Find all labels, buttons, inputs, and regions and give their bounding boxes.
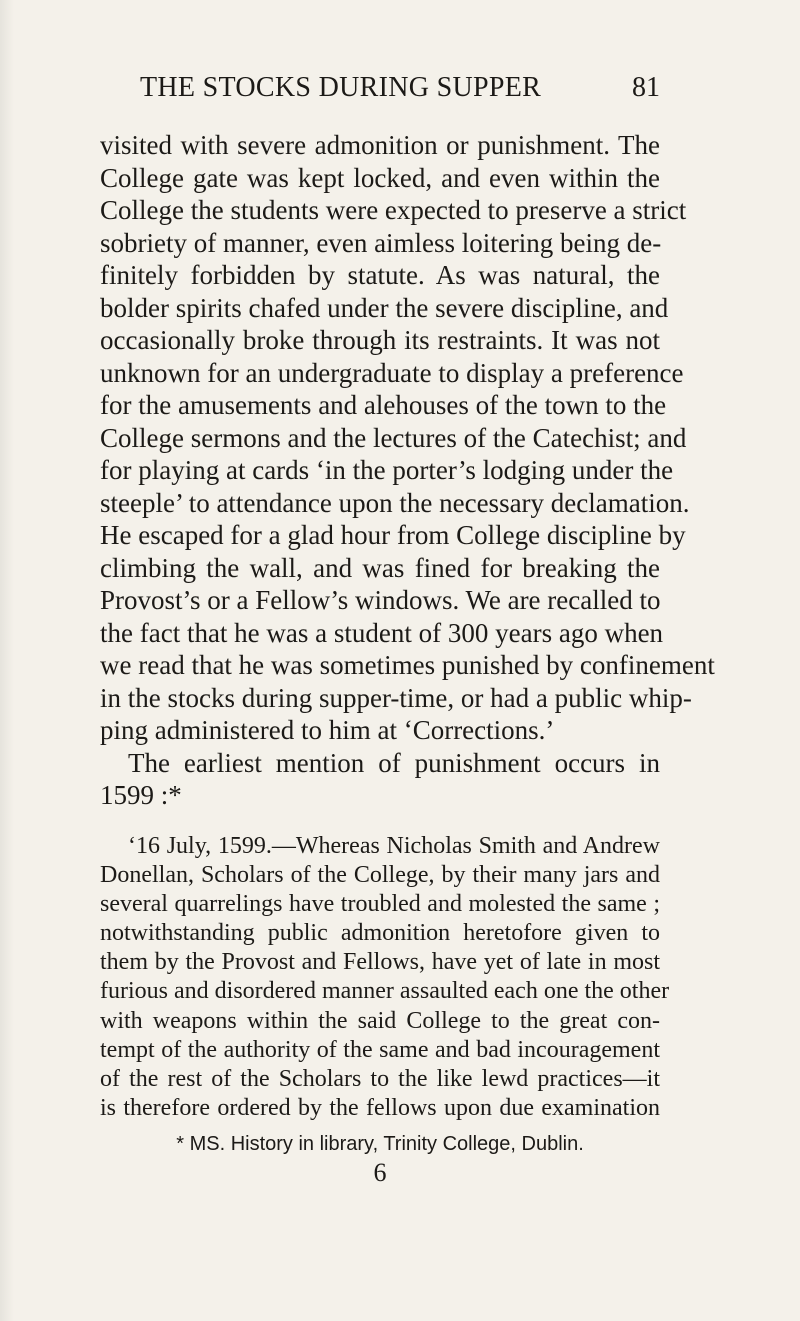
page-content [100, 129, 715, 1188]
extract-line: of the rest of the Scholars to the like lewd practices—it [100, 1066, 660, 1092]
extract-line: several quarrelings have troubled and molested the same ; [100, 890, 660, 917]
text-line: bolder spirits chafed under the severe discipline, and [100, 292, 669, 323]
running-title: THE STOCKS DURING SUPPER [140, 72, 542, 103]
main-text [100, 129, 715, 812]
page-gutter-shadow [0, 0, 14, 1321]
text-line: He escaped for a glad hour from College discipline by [100, 520, 686, 550]
text-line: in the stocks during supper-time, or had a public whip- [100, 682, 692, 713]
paragraph-discipline [100, 129, 715, 747]
extract-line: furious and disordered manner assaulted each one the other [100, 978, 670, 1005]
paragraph-earliest-mention [100, 747, 660, 812]
text-line: occasionally broke through its restraints. It was not [100, 325, 660, 355]
text-line: finitely forbidden by statute. As was natural, the [100, 260, 660, 290]
text-line: sobriety of manner, even aimless loitering being de- [100, 227, 662, 258]
extract-paragraph [100, 832, 670, 1124]
extract-line: ‘16 July, 1599.—Whereas Nicholas Smith and Andrew [128, 832, 660, 859]
extract-line: notwithstanding public admonition heretofore given to [100, 920, 660, 947]
footnote: * MS. History in library, Trinity College, Dublin. [176, 1133, 584, 1156]
text-line: we read that he was sometimes punished by confinement [100, 650, 715, 680]
extract-line: tempt of the authority of the same and bad incouragement [100, 1036, 660, 1063]
extract-line: them by the Provost and Fellows, have yet of late in most [100, 949, 660, 976]
text-line: for the amusements and alehouses of the town to the [100, 390, 667, 420]
extract-line: with weapons within the said College to the great con- [100, 1007, 660, 1034]
text-line: College the students were expected to preserve a strict [100, 195, 687, 225]
printer-signature: 6 [373, 1158, 387, 1188]
page-number: 81 [632, 72, 660, 103]
extract-line: is therefore ordered by the fellows upon due examination [100, 1095, 660, 1122]
text-line: The earliest mention of punishment occurs in [128, 747, 660, 778]
text-line: steeple’ to attendance upon the necessary declamation. [100, 487, 690, 518]
running-head [100, 72, 660, 108]
extract-line: Donellan, Scholars of the College, by their many jars and [100, 861, 660, 888]
text-line: the fact that he was a student of 300 years ago when [100, 617, 664, 648]
text-line: for playing at cards ‘in the porter’s lodging under the [100, 455, 674, 485]
text-line: 1599 :* [100, 780, 182, 810]
text-line: visited with severe admonition or punishment. The [100, 130, 660, 160]
text-line: ping administered to him at ‘Corrections.’ [100, 715, 555, 745]
text-line: College gate was kept locked, and even within the [100, 162, 660, 193]
quoted-extract [100, 832, 670, 1124]
text-line: climbing the wall, and was fined for breaking the [100, 552, 660, 583]
text-line: Provost’s or a Fellow’s windows. We are recalled to [100, 585, 661, 615]
text-line: unknown for an undergraduate to display a preference [100, 357, 684, 388]
text-line: College sermons and the lectures of the Catechist; and [100, 422, 687, 453]
